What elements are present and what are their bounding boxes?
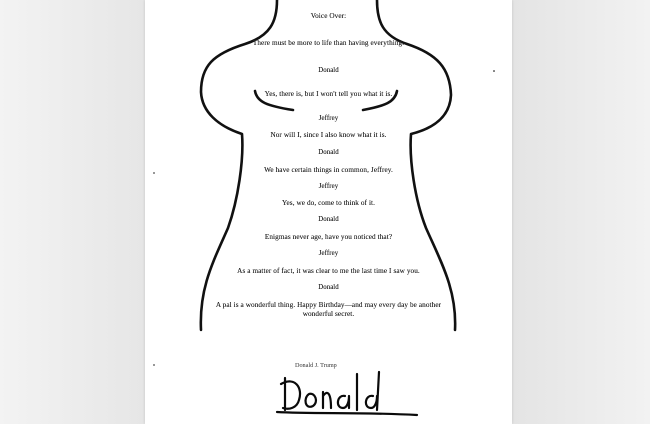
letter-line: Yes, we do, come to think of it. bbox=[281, 199, 376, 207]
speaker-label: Jeffrey bbox=[318, 115, 339, 122]
signer-name: Donald J. Trump bbox=[295, 362, 337, 369]
speaker-label: Donald bbox=[318, 67, 339, 74]
letter-page bbox=[145, 0, 512, 424]
letter-line: A pal is a wonderful thing. Happy Birthday—and may every day be another bbox=[215, 301, 442, 309]
letter-line-voice-over: Voice Over: bbox=[310, 12, 347, 20]
letter-line: Yes, there is, but I won't tell you what it is. bbox=[264, 90, 393, 98]
scan-speck bbox=[493, 70, 495, 72]
body-outline-drawing bbox=[145, 0, 512, 424]
scan-speck bbox=[153, 364, 155, 366]
letter-line: We have certain things in common, Jeffrey. bbox=[264, 166, 393, 174]
scan-speck bbox=[153, 172, 155, 174]
letter-line: wonderful secret. bbox=[302, 310, 355, 318]
letter-line: Enigmas never age, have you noticed that? bbox=[264, 233, 393, 241]
left-background bbox=[0, 0, 145, 424]
right-background bbox=[512, 0, 650, 424]
speaker-label: Jeffrey bbox=[318, 250, 339, 257]
letter-line: There must be more to life than having everything. bbox=[252, 39, 405, 47]
letter-line: Nor will I, since I also know what it is. bbox=[270, 131, 387, 139]
letter-line: As a matter of fact, it was clear to me the last time I saw you. bbox=[237, 267, 420, 275]
speaker-label: Donald bbox=[318, 284, 339, 291]
speaker-label: Jeffrey bbox=[318, 183, 339, 190]
speaker-label: Donald bbox=[318, 216, 339, 223]
speaker-label: Donald bbox=[318, 149, 339, 156]
handwritten-signature bbox=[273, 368, 423, 418]
